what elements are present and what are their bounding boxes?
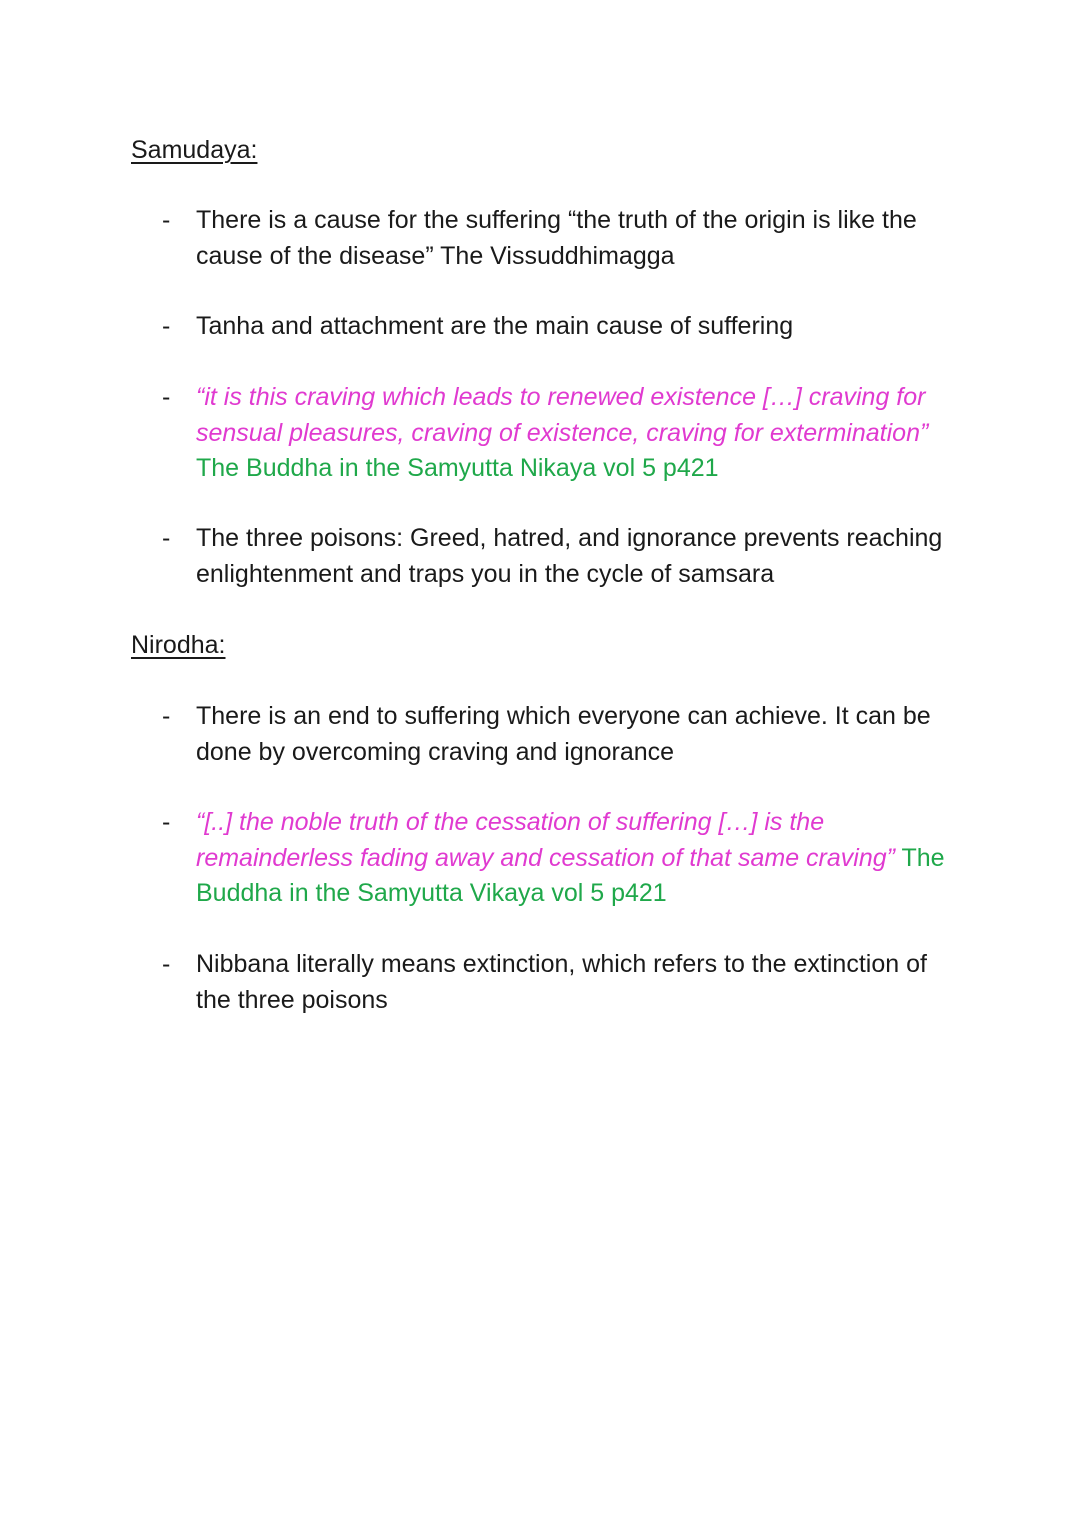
list-item-text: Tanha and attachment are the main cause of suffering	[196, 312, 794, 340]
quote-text: “it is this craving which leads to renewed existence […] craving for sensual pleasures, craving of existence, craving for extermination”	[196, 383, 929, 447]
quote-block	[196, 380, 962, 487]
list-item	[162, 309, 962, 345]
list-item	[162, 947, 962, 1018]
quote-citation: The Buddha in the Samyutta Vikaya vol 5 p421	[196, 843, 945, 907]
quote-block	[196, 805, 962, 912]
quote-citation: The Buddha in the Samyutta Nikaya vol 5 p421	[196, 454, 719, 482]
quote-text: “[..] the noble truth of the cessation of suffering […] is the remainderless fading away and cessation of that same craving”	[196, 808, 895, 872]
list-item-text: The three poisons: Greed, hatred, and ignorance prevents reaching enlightenment and traps you in the cycle of samsara	[196, 524, 943, 588]
bullet-dash: -	[162, 524, 171, 552]
list-item-text: There is an end to suffering which everyone can achieve. It can be done by overcoming craving and ignorance	[196, 702, 931, 766]
section-heading-nirodha: Nirodha:	[131, 631, 226, 659]
section-heading-samudaya: Samudaya:	[131, 136, 258, 164]
list-item	[162, 521, 962, 592]
list-item-quote	[162, 380, 962, 487]
bullet-dash: -	[162, 808, 171, 836]
bullet-dash: -	[162, 312, 171, 340]
list-item-quote	[162, 805, 962, 912]
list-item-text: Nibbana literally means extinction, which refers to the extinction of the three poisons	[196, 950, 927, 1014]
list-item	[162, 203, 962, 274]
bullet-dash: -	[162, 702, 171, 730]
bullet-dash: -	[162, 950, 171, 978]
list-item	[162, 699, 962, 770]
list-item-text: There is a cause for the suffering “the truth of the origin is like the cause of the disease” The Vissuddhimagga	[196, 206, 917, 270]
bullet-dash: -	[162, 383, 171, 411]
bullet-dash: -	[162, 206, 171, 234]
